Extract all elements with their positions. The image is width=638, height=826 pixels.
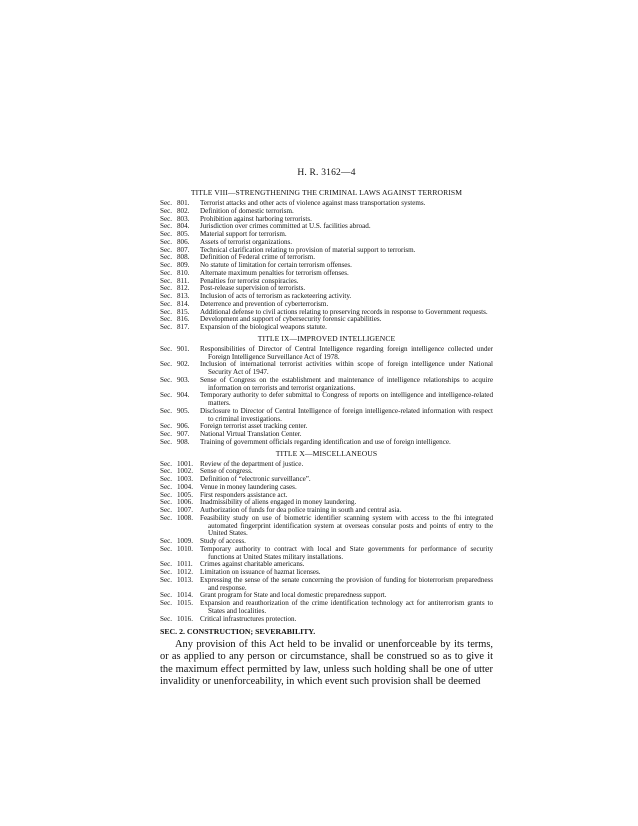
toc-entry-text: Post-release supervision of terrorists. xyxy=(200,284,306,293)
toc-entry-sec-label: Sec. xyxy=(160,253,173,262)
toc-entry-sec-label: Sec. xyxy=(160,537,173,545)
toc-entry-text: Alternate maximum penalties for terrorism offenses. xyxy=(200,268,349,277)
toc-entry-sec-label: Sec. xyxy=(160,614,173,623)
toc-entry xyxy=(160,392,493,408)
toc-entry-sec-label: Sec. xyxy=(160,422,173,431)
toc-entry-number: 904. xyxy=(177,391,190,400)
toc-entry xyxy=(160,600,493,616)
toc-entry-sec-label: Sec. xyxy=(160,475,173,483)
toc-entry-text: Study of access. xyxy=(200,537,246,545)
toc-entry-text: Limitation on issuance of hazmat licenses. xyxy=(200,568,321,576)
toc-entry-sec-label: Sec. xyxy=(160,268,173,277)
page-header: H. R. 3162—4 xyxy=(297,168,356,178)
toc-entry-text: National Virtual Translation Center. xyxy=(200,430,302,438)
toc-entry-text: Critical infrastructures protection. xyxy=(200,614,297,623)
toc-entry-text: Expansion and reauthorization of the crime identification technology act for antiterrorism grants to States and localities. xyxy=(200,599,493,615)
toc-entry-sec-label: Sec. xyxy=(160,245,173,254)
toc-entry-sec-label: Sec. xyxy=(160,276,173,285)
toc-entry-text: Assets of terrorist organizations. xyxy=(200,237,293,246)
toc-entry xyxy=(160,361,493,377)
toc-entry-number: 817. xyxy=(177,323,190,331)
toc-entry-sec-label: Sec. xyxy=(160,506,173,514)
toc-entry-number: 807. xyxy=(177,245,190,254)
toc-entry-text: Grant program for State and local domestic preparedness support. xyxy=(200,591,387,600)
toc-entry-sec-label: Sec. xyxy=(160,513,173,522)
toc-entry-number: 1009. xyxy=(177,537,193,545)
toc-entry-text: Expansion of the biological weapons statute. xyxy=(200,323,327,331)
toc-entry-sec-label: Sec. xyxy=(160,230,173,238)
toc-entry-number: 1008. xyxy=(177,513,193,522)
toc-entry-text: Responsibilities of Director of Central Intelligence regarding foreign intelligence collected under Foreign Intelligence Surveillance Act of 1978. xyxy=(200,344,493,361)
toc-entry-number: 1004. xyxy=(177,482,193,491)
toc-entry-text: Disclosure to Director of Central Intelligence of foreign intelligence-related information with respect to criminal investigations. xyxy=(200,406,493,423)
toc-entry xyxy=(160,346,493,362)
toc-entry-number: 816. xyxy=(177,315,190,324)
toc-entry-text: Terrorist attacks and other acts of violence against mass transportation systems. xyxy=(200,199,426,207)
toc-entry-text: Temporary authority to contract with local and State governments for performance of security functions at United States military installations. xyxy=(200,544,493,561)
toc-entry-sec-label: Sec. xyxy=(160,284,173,293)
toc-entry-text: Foreign terrorist asset tracking center. xyxy=(200,422,308,431)
toc-entry-text: Material support for terrorism. xyxy=(200,230,287,238)
toc-entry-text: Inclusion of acts of terrorism as racketeering activity. xyxy=(200,292,352,300)
toc-entry-number: 1012. xyxy=(177,568,193,576)
toc-entry-number: 1001. xyxy=(177,459,193,468)
toc-entry-number: 810. xyxy=(177,268,190,277)
toc-entry-number: 804. xyxy=(177,222,190,231)
toc-entry-sec-label: Sec. xyxy=(160,591,173,600)
toc-entry-number: 808. xyxy=(177,253,190,262)
toc-entry xyxy=(160,616,493,624)
toc-entry-text: Sense of Congress on the establishment and maintenance of intelligence relationships to acquire information on terrorists and terrorist organizations. xyxy=(200,375,493,392)
title-heading: TITLE VIII—STRENGTHENING THE CRIMINAL LAWS AGAINST TERRORISM xyxy=(190,188,463,197)
document-page xyxy=(160,168,493,688)
toc-entry-sec-label: Sec. xyxy=(160,560,173,569)
toc-entry-text: Training of government officials regarding identification and use of foreign intelligence. xyxy=(200,437,451,446)
title-heading: TITLE X—MISCELLANEOUS xyxy=(275,448,378,458)
toc-entry-text: Temporary authority to defer submittal to Congress of reports on intelligence and intelligence-related matters. xyxy=(200,391,493,407)
toc-entry xyxy=(160,377,493,393)
title-heading: TITLE IX—IMPROVED INTELLIGENCE xyxy=(257,333,396,343)
body-paragraph: Any provision of this Act held to be invalid or unenforceable by its terms, or as applied to any person or circumstance, shall be construed so as to give it the maximum effect permitted by law, unless such holding shall be one of utter invalidity or unenforceability, in which event such provision shall be deemed xyxy=(160,639,493,687)
toc-entry-number: 1015. xyxy=(177,599,193,607)
toc-entry-text: Definition of domestic terrorism. xyxy=(200,206,294,215)
section-heading: SEC. 2. CONSTRUCTION; SEVERABILITY. xyxy=(160,627,316,637)
toc-entry-number: 1014. xyxy=(177,591,193,600)
toc-entry-text: Definition of “electronic surveillance”. xyxy=(200,475,311,483)
toc-entry-sec-label: Sec. xyxy=(160,482,173,491)
toc-entry xyxy=(160,324,493,332)
toc-entry-number: 1002. xyxy=(177,467,193,476)
toc-entry-number: 1006. xyxy=(177,498,193,507)
toc-entry-text: Venue in money laundering cases. xyxy=(200,482,297,491)
toc-entry-text: Jurisdiction over crimes committed at U.S. facilities abroad. xyxy=(200,222,371,231)
toc-entry-text: Definition of Federal crime of terrorism. xyxy=(200,253,316,262)
toc-entry-text: Development and support of cybersecurity forensic capabilities. xyxy=(200,315,382,324)
toc-entry-text: Additional defense to civil actions relating to preserving records in response to Government requests. xyxy=(200,307,488,316)
toc-entry-number: 1003. xyxy=(177,475,193,483)
toc-entry-sec-label: Sec. xyxy=(160,315,173,324)
toc-entry-text: Penalties for terrorist conspiracies. xyxy=(200,276,299,285)
toc-entry-sec-label: Sec. xyxy=(160,430,173,438)
toc-entry-sec-label: Sec. xyxy=(160,214,173,223)
toc-entry-number: 811. xyxy=(177,276,190,285)
toc-entry-number: 903. xyxy=(177,375,190,384)
toc-entry-number: 1013. xyxy=(177,575,193,584)
toc-entry-sec-label: Sec. xyxy=(160,237,173,246)
toc-entry-sec-label: Sec. xyxy=(160,498,173,507)
toc-entry-number: 1005. xyxy=(177,490,193,499)
toc-entry-number: 906. xyxy=(177,422,190,431)
table-of-contents xyxy=(160,188,493,623)
toc-entry-number: 812. xyxy=(177,284,190,293)
toc-entry-text: Feasibility study on use of biometric identifier scanning system with access to the fbi integrated automated fingerprint identification system at overseas consular posts and points of entry to the United States. xyxy=(200,513,493,538)
toc-entry-number: 908. xyxy=(177,437,190,446)
toc-entry xyxy=(160,515,493,538)
toc-entry-number: 806. xyxy=(177,237,190,246)
toc-entry-number: 907. xyxy=(177,430,190,438)
toc-entry-sec-label: Sec. xyxy=(160,299,173,308)
toc-entry-text: Sense of congress. xyxy=(200,467,253,476)
toc-entry-number: 902. xyxy=(177,360,190,369)
toc-entry-number: 1016. xyxy=(177,614,193,623)
toc-entry-sec-label: Sec. xyxy=(160,344,173,353)
toc-entry-number: 803. xyxy=(177,214,190,223)
toc-entry-text: Prohibition against harboring terrorists. xyxy=(200,214,312,223)
toc-entry-sec-label: Sec. xyxy=(160,544,173,553)
toc-entry-text: Inclusion of international terrorist activities within scope of foreign intelligence under National Security Act of 1947. xyxy=(200,360,493,376)
toc-entry-number: 801. xyxy=(177,199,190,207)
toc-entry-sec-label: Sec. xyxy=(160,467,173,476)
toc-entry-text: Crimes against charitable americans. xyxy=(200,560,305,569)
toc-entry xyxy=(160,577,493,593)
toc-entry-number: 901. xyxy=(177,344,190,353)
toc-entry-number: 815. xyxy=(177,307,190,316)
toc-entry-sec-label: Sec. xyxy=(160,568,173,576)
toc-entry-number: 805. xyxy=(177,230,190,238)
toc-entry-text: Technical clarification relating to provision of material support to terrorism. xyxy=(200,245,416,254)
toc-entry-text: Inadmissibility of aliens engaged in money laundering. xyxy=(200,498,357,507)
toc-entry-sec-label: Sec. xyxy=(160,490,173,499)
toc-entry-number: 813. xyxy=(177,292,190,300)
toc-entry-sec-label: Sec. xyxy=(160,222,173,231)
toc-entry-sec-label: Sec. xyxy=(160,261,173,269)
toc-entry-text: Expressing the sense of the senate concerning the provision of funding for bioterrorism preparedness and response. xyxy=(200,575,493,592)
toc-entry-text: Authorization of funds for dea police training in south and central asia. xyxy=(200,506,402,514)
toc-entry-sec-label: Sec. xyxy=(160,406,173,415)
toc-entry-text: No statute of limitation for certain terrorism offenses. xyxy=(200,261,352,269)
toc-entry-number: 905. xyxy=(177,406,190,415)
toc-entry-number: 802. xyxy=(177,206,190,215)
toc-entry-sec-label: Sec. xyxy=(160,599,173,607)
toc-entry-text: Review of the department of justice. xyxy=(200,459,304,468)
toc-entry-sec-label: Sec. xyxy=(160,375,173,384)
toc-entry-sec-label: Sec. xyxy=(160,206,173,215)
toc-entry-sec-label: Sec. xyxy=(160,199,173,207)
toc-entry xyxy=(160,546,493,562)
toc-entry-sec-label: Sec. xyxy=(160,323,173,331)
toc-entry-sec-label: Sec. xyxy=(160,307,173,316)
toc-entry-text: Deterrence and prevention of cyberterrorism. xyxy=(200,299,329,308)
toc-entry-sec-label: Sec. xyxy=(160,292,173,300)
toc-entry-number: 1007. xyxy=(177,506,193,514)
toc-entry-number: 1011. xyxy=(177,560,193,569)
toc-entry-number: 809. xyxy=(177,261,190,269)
toc-entry-number: 814. xyxy=(177,299,190,308)
toc-entry-text: First responders assistance act. xyxy=(200,490,288,499)
toc-entry xyxy=(160,439,493,447)
toc-entry-number: 1010. xyxy=(177,544,193,553)
toc-entry-sec-label: Sec. xyxy=(160,360,173,369)
toc-entry-sec-label: Sec. xyxy=(160,437,173,446)
toc-entry-sec-label: Sec. xyxy=(160,575,173,584)
toc-entry xyxy=(160,408,493,424)
toc-entry-sec-label: Sec. xyxy=(160,391,173,400)
toc-entry-sec-label: Sec. xyxy=(160,459,173,468)
